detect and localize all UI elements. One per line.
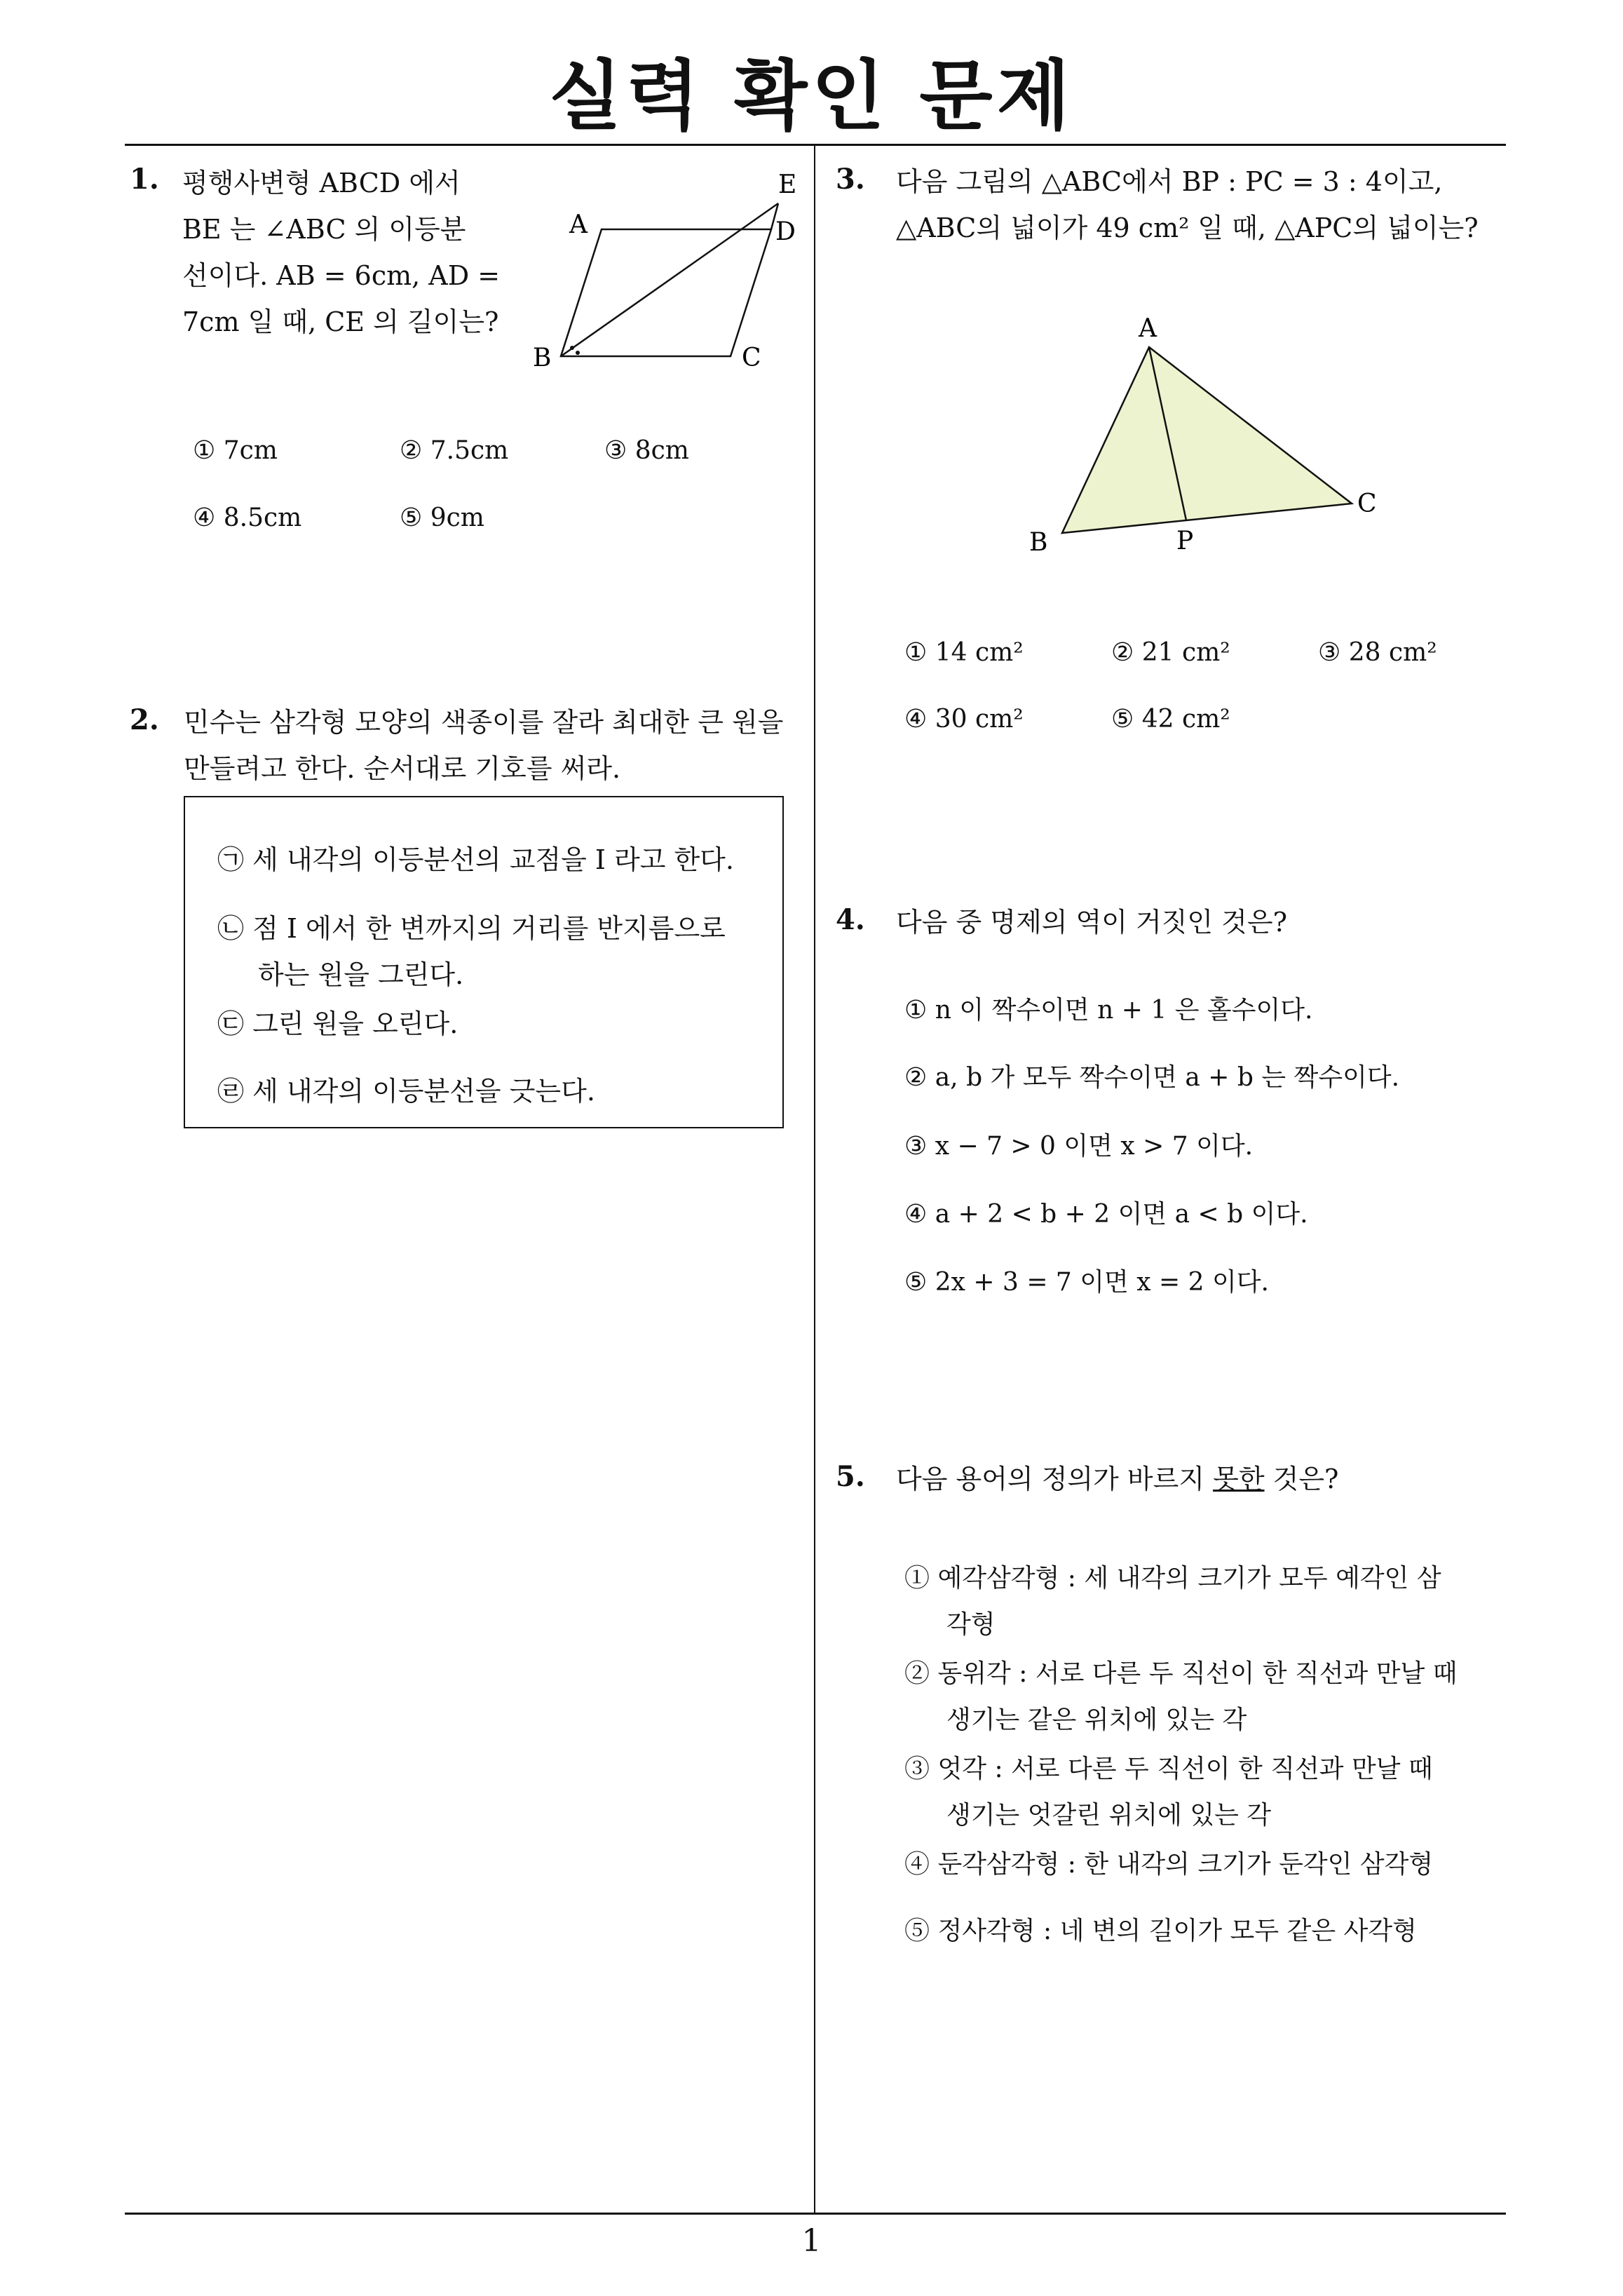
q4-choice-1[interactable]: ① n 이 짝수이면 n + 1 은 홀수이다.: [904, 996, 1313, 1025]
q5-choice-2-cont: 생기는 같은 위치에 있는 각: [946, 1706, 1247, 1734]
page-number: 1: [801, 2223, 822, 2259]
q3-choice-3[interactable]: ③ 28 cm²: [1318, 638, 1437, 667]
q3-choice-1[interactable]: ① 14 cm²: [904, 638, 1024, 667]
header-rule: [125, 144, 1506, 146]
label-p: P: [1176, 527, 1194, 555]
q2-step-b: ㉡ 점 I 에서 한 변까지의 거리를 반지름으로: [217, 913, 726, 944]
q5-number: 5.: [836, 1460, 865, 1493]
q2-stem: [184, 699, 783, 792]
q4-stem: 다음 중 명제의 역이 거짓인 것은?: [896, 907, 1287, 938]
q2-step-a: ㉠ 세 내각의 이등분선의 교점을 I 라고 한다.: [217, 844, 734, 875]
q2-number: 2.: [130, 703, 159, 736]
angle-mark-dot-1: [570, 346, 574, 350]
q1-line-1: 평행사변형 ABCD 에서: [182, 168, 461, 198]
q5-choice-1-cont: 각형: [946, 1610, 996, 1639]
q5-choice-5[interactable]: ⑤ 정사각형 : 네 변의 길이가 모두 같은 사각형: [904, 1917, 1417, 1945]
q2-steps-box: [184, 796, 784, 1128]
page-title: 실력 확인 문제: [548, 53, 1075, 140]
q5-choice-3-cont: 생기는 엇갈린 위치에 있는 각: [946, 1801, 1272, 1830]
q1-choice-4[interactable]: ④ 8.5cm: [193, 504, 302, 532]
q4-choice-4[interactable]: ④ a + 2 < b + 2 이면 a < b 이다.: [904, 1200, 1308, 1229]
q5-stem: [896, 1456, 1338, 1502]
q1-line-2: BE 는 ∠ABC 의 이등분: [182, 214, 466, 245]
q2-line-2: 만들려고 한다. 순서대로 기호를 써라.: [184, 753, 621, 784]
q3-choice-2[interactable]: ② 21 cm²: [1111, 638, 1230, 667]
q1-choice-2[interactable]: ② 7.5cm: [400, 436, 509, 465]
q1-number: 1.: [130, 163, 159, 196]
q1-choice-5[interactable]: ⑤ 9cm: [400, 504, 484, 532]
q5-choice-2[interactable]: ② 동위각 : 서로 다른 두 직선이 한 직선과 만날 때: [904, 1659, 1458, 1688]
q5-choice-4[interactable]: ④ 둔각삼각형 : 한 내각의 크기가 둔각인 삼각형: [904, 1850, 1434, 1879]
q1-choice-1[interactable]: ① 7cm: [193, 436, 278, 465]
q4-number: 4.: [836, 903, 865, 936]
angle-mark-dot-2: [576, 351, 580, 355]
q3-choice-4[interactable]: ④ 30 cm²: [904, 705, 1024, 734]
label-d: D: [775, 217, 796, 246]
q3-stem: [896, 158, 1479, 251]
q4-choice-3[interactable]: ③ x − 7 > 0 이면 x > 7 이다.: [904, 1132, 1254, 1161]
label-b: B: [533, 344, 552, 372]
footer-rule: [125, 2213, 1506, 2215]
q4-choice-2[interactable]: ② a, b 가 모두 짝수이면 a + b 는 짝수이다.: [904, 1063, 1400, 1092]
triangle-abc: [1062, 347, 1352, 533]
q1-stem: [182, 160, 505, 345]
q5-stem-underlined: 못한: [1213, 1464, 1265, 1494]
label-c: C: [1357, 489, 1377, 518]
parallelogram-abcd: [561, 229, 771, 356]
q2-step-b-cont: 하는 원을 그린다.: [258, 959, 464, 990]
q3-choice-5[interactable]: ⑤ 42 cm²: [1111, 705, 1230, 734]
q2-line-1: 민수는 삼각형 모양의 색종이를 잘라 최대한 큰 원을: [184, 707, 784, 738]
label-a: A: [1139, 314, 1157, 343]
label-b: B: [1029, 528, 1048, 557]
label-e: E: [778, 170, 797, 199]
q2-step-c: ㉢ 그린 원을 오린다.: [217, 1008, 459, 1039]
q5-stem-before: 다음 용어의 정의가 바르지: [896, 1464, 1214, 1494]
q5-choice-1[interactable]: ① 예각삼각형 : 세 내각의 크기가 모두 예각인 삼: [904, 1564, 1441, 1593]
q5-stem-after: 것은?: [1264, 1464, 1339, 1494]
q3-number: 3.: [836, 163, 865, 196]
segment-be: [561, 203, 778, 356]
label-a: A: [569, 210, 588, 239]
triangle-figure: [1010, 309, 1402, 561]
q1-line-4: 7cm 일 때, CE 의 길이는?: [182, 306, 499, 337]
q1-choice-3[interactable]: ③ 8cm: [604, 436, 689, 465]
q4-choice-5[interactable]: ⑤ 2x + 3 = 7 이면 x = 2 이다.: [904, 1268, 1269, 1297]
column-divider: [814, 146, 815, 2213]
q5-choice-3[interactable]: ③ 엇각 : 서로 다른 두 직선이 한 직선과 만날 때: [904, 1755, 1433, 1783]
label-c: C: [742, 344, 761, 372]
parallelogram-figure: [519, 161, 813, 386]
q1-line-3: 선이다. AB = 6cm, AD =: [182, 260, 501, 291]
q3-line-2: △ABC의 넓이가 49 cm² 일 때, △APC의 넓이는?: [896, 212, 1479, 243]
q3-line-1: 다음 그림의 △ABC에서 BP : PC = 3 : 4이고,: [896, 166, 1443, 197]
q2-step-d: ㉣ 세 내각의 이등분선을 긋는다.: [217, 1076, 595, 1107]
